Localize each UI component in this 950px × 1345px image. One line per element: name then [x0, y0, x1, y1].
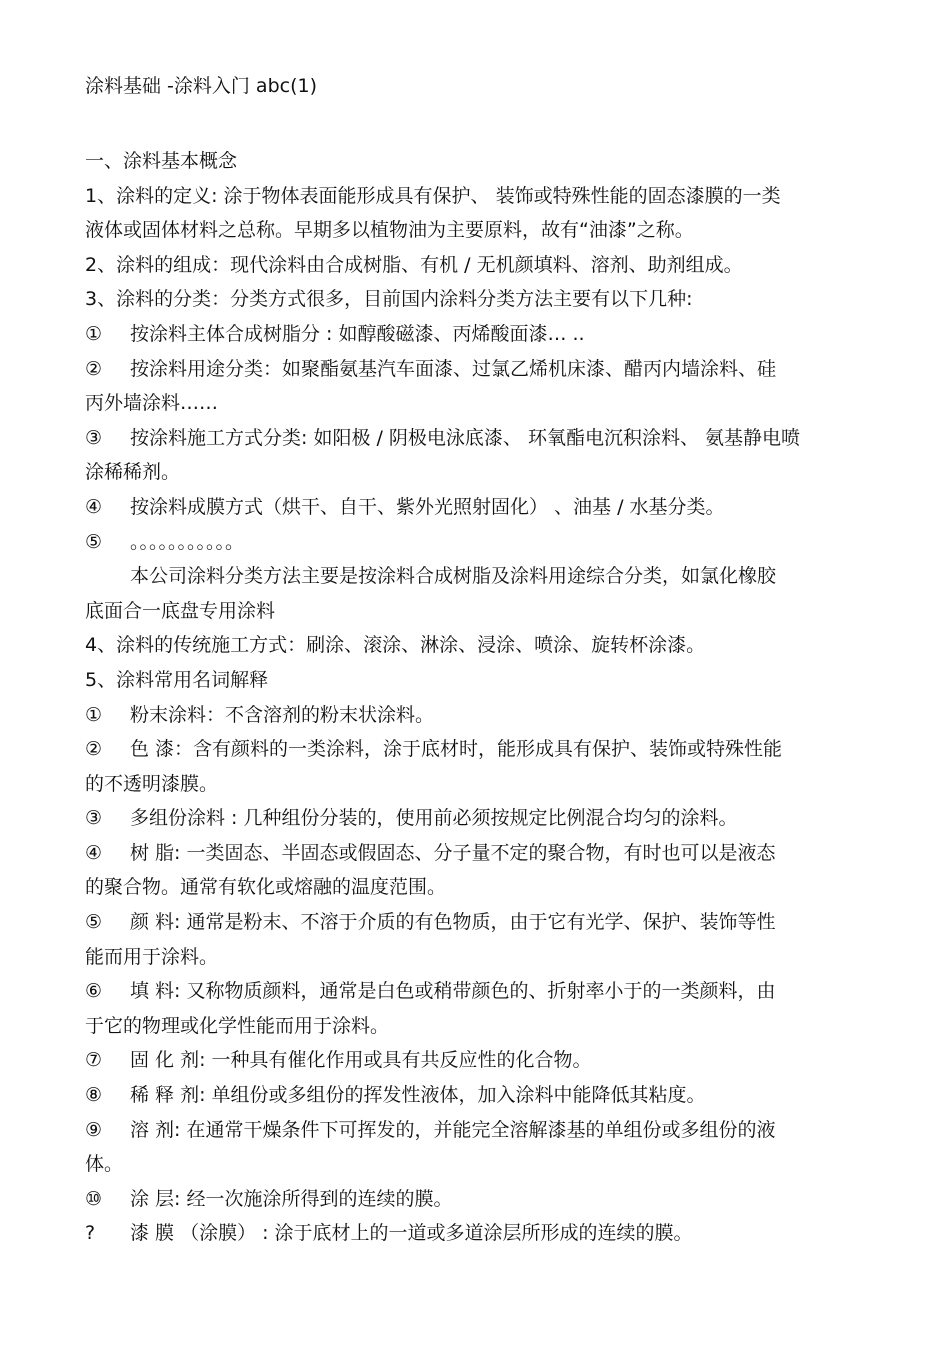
line-text: 填 料: 又称物质颜料，通常是白色或稍带颜色的、折射率小于的一类颜料，由: [130, 980, 776, 1003]
text-line: [85, 663, 885, 698]
list-marker: ②: [85, 357, 103, 380]
list-marker: ⑤: [85, 530, 103, 553]
text-line: [85, 455, 885, 490]
line-text: 按涂料主体合成树脂分 : 如醇酸磁漆、丙烯酸面漆… ..: [130, 322, 585, 345]
list-marker: ⑩: [85, 1187, 103, 1210]
list-marker: ④: [85, 495, 103, 518]
text-line: [85, 525, 885, 560]
text-line: [85, 213, 885, 248]
line-text: 1、涂料的定义: 涂于物体表面能形成具有保护、 装饰或特殊性能的固态漆膜的一类: [85, 184, 781, 207]
text-line: [85, 144, 885, 179]
text-line: [85, 1216, 885, 1251]
text-line: [85, 1078, 885, 1113]
line-text: 液体或固体材料之总称。早期多以植物油为主要原料，故有“油漆”之称。: [85, 219, 694, 242]
line-text: 。。。。。。。。。。。: [130, 530, 245, 553]
list-marker: ③: [85, 807, 103, 830]
line-text: 于它的物理或化学性能而用于涂料。: [85, 1014, 390, 1037]
line-text: 漆 膜 （涂膜） : 涂于底材上的一道或多道涂层所形成的连续的膜。: [130, 1222, 693, 1245]
line-text: 色 漆：含有颜料的一类涂料，涂于底材时，能形成具有保护、装饰或特殊性能: [130, 738, 783, 761]
line-text: 3、涂料的分类：分类方式很多，目前国内涂料分类方法主要有以下几种:: [85, 288, 693, 311]
list-marker: ①: [85, 703, 103, 726]
text-line: [85, 940, 885, 975]
line-text: 一、涂料基本概念: [85, 150, 238, 172]
text-line: [85, 628, 885, 663]
text-line: [85, 421, 885, 456]
line-text: 按涂料用途分类：如聚酯氨基汽车面漆、过氯乙烯机床漆、醋丙内墙涂料、硅: [130, 357, 777, 380]
text-line: [85, 248, 885, 283]
line-text: 涂稀稀剂。: [85, 461, 181, 484]
line-text: 2、涂料的组成：现代涂料由合成树脂、有机 / 无机颜填料、溶剂、助剂组成。: [85, 253, 743, 276]
text-line: [85, 801, 885, 836]
line-text: 按涂料成膜方式（烘干、自干、紫外光照射固化） 、油基 / 水基分类。: [130, 495, 725, 518]
line-text: 树 脂: 一类固态、半固态或假固态、分子量不定的聚合物，有时也可以是液态: [130, 841, 776, 864]
text-line: [85, 698, 885, 733]
list-marker: ⑦: [85, 1049, 103, 1072]
list-marker: ⑨: [85, 1118, 103, 1141]
text-line: [85, 594, 885, 629]
list-marker: ⑥: [85, 980, 103, 1003]
text-line: [85, 836, 885, 871]
text-line: [85, 179, 885, 214]
list-marker: ④: [85, 841, 103, 864]
text-line: [85, 1113, 885, 1148]
text-line: [85, 1182, 885, 1217]
line-text: 颜 料: 通常是粉末、不溶于介质的有色物质，由于它有光学、保护、装饰等性: [130, 911, 776, 934]
line-text: 多组份涂料 : 几种组份分装的，使用前必须按规定比例混合均匀的涂料。: [130, 807, 738, 830]
line-text: 本公司涂料分类方法主要是按涂料合成树脂及涂料用途综合分类，如氯化橡胶: [130, 565, 777, 588]
line-text: 丙外墙涂料……: [85, 392, 219, 415]
line-text: 体。: [85, 1153, 124, 1176]
line-text: 稀 释 剂: 单组份或多组份的挥发性液体，加入涂料中能降低其粘度。: [130, 1084, 706, 1107]
text-line: [85, 767, 885, 802]
text-line: [85, 870, 885, 905]
document-title: 涂料基础 -涂料入门 abc(1): [85, 75, 317, 97]
line-text: 粉末涂料：不含溶剂的粉末状涂料。: [130, 703, 435, 726]
line-text: 5、涂料常用名词解释: [85, 668, 269, 691]
line-text: 涂 层: 经一次施涂所得到的连续的膜。: [130, 1187, 453, 1210]
text-line: [85, 282, 885, 317]
text-line: [85, 905, 885, 940]
text-line: [85, 317, 885, 352]
text-line: [85, 559, 885, 594]
text-line: [85, 732, 885, 767]
list-marker: ⑤: [85, 911, 103, 934]
line-text: 按涂料施工方式分类: 如阳极 / 阴极电泳底漆、 环氧酯电沉积涂料、 氨基静电喷: [130, 426, 801, 449]
list-marker: ②: [85, 738, 103, 761]
line-text: 能而用于涂料。: [85, 945, 219, 968]
line-text: 溶 剂: 在通常干燥条件下可挥发的，并能完全溶解漆基的单组份或多组份的液: [130, 1118, 776, 1141]
text-line: [85, 1147, 885, 1182]
list-marker: ③: [85, 426, 103, 449]
text-line: [85, 352, 885, 387]
text-line: [85, 490, 885, 525]
line-text: 的聚合物。通常有软化或熔融的温度范围。: [85, 876, 447, 899]
list-marker: ①: [85, 322, 103, 345]
text-line: [85, 1009, 885, 1044]
list-marker: ⑧: [85, 1084, 103, 1107]
text-line: [85, 1043, 885, 1078]
text-line: [85, 386, 885, 421]
list-marker: ?: [85, 1222, 96, 1245]
line-text: 固 化 剂: 一种具有催化作用或具有共反应性的化合物。: [130, 1049, 592, 1072]
text-line: [85, 974, 885, 1009]
line-text: 4、涂料的传统施工方式：刷涂、滚涂、淋涂、浸涂、喷涂、旋转杯涂漆。: [85, 634, 706, 657]
line-text: 的不透明漆膜。: [85, 772, 219, 795]
document-body: [85, 144, 885, 1251]
line-text: 底面合一底盘专用涂料: [85, 599, 276, 622]
